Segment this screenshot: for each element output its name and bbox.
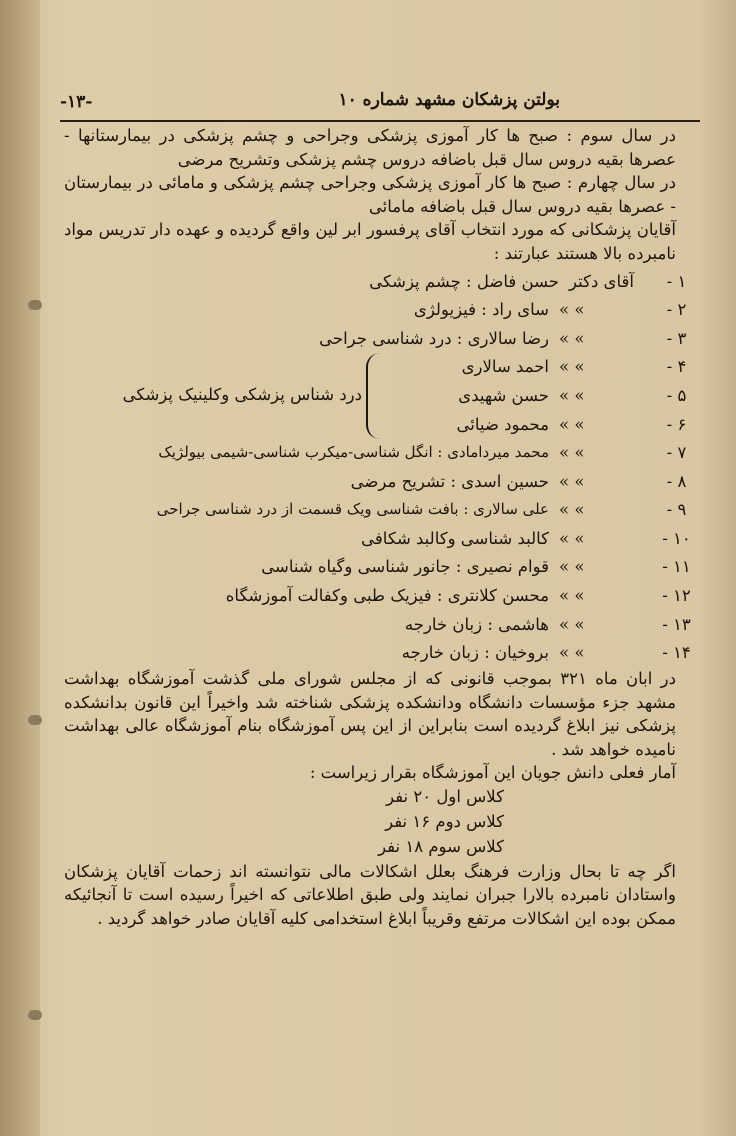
grouped-faculty	[64, 353, 704, 439]
student-stats	[64, 785, 704, 860]
page-number: -۱۳-	[60, 92, 93, 112]
list-item: ۱۴ - » » بروخیان : زبان خارجه	[401, 643, 691, 663]
list-item: ۴ - » » احمد سالاری	[461, 357, 687, 377]
list-item: ۱۲ - » » محسن کلانتری : فیزیک طبی وکفالت آموزشگاه	[225, 586, 691, 606]
binding-hole	[28, 300, 42, 310]
paragraph-faculty-intro: آقایان پزشکانی که مورد انتخاب آقای پرفسور ابر لین واقع گردیده و عهده دار تدریس مواد نامبرده بالا هستند عبارتند :	[64, 220, 676, 263]
paragraph-third-year: در سال سوم : صبح ها کار آموزی پزشکی وجراحی و چشم پزشکی در بیمارستانها - عصرها بقیه دروس سال قبل باضافه دروس چشم پزشکی وتشریح مرضی	[64, 126, 676, 169]
faculty-list	[64, 267, 704, 667]
list-item: ۵ - » » حسن شهیدی	[458, 385, 687, 405]
paragraph-fourth-year: در سال چهارم : صبح ها کار آموزی پزشکی وجراحی چشم پزشکی و مامائی در بیمارستان - عصرها بقیه دروس سال قبل باضافه مامائی	[64, 173, 676, 216]
bulletin-title: بولتن پزشکان مشهد شماره ۱۰	[338, 90, 560, 110]
list-item: ۳ - » » رضا سالاری : درد شناسی جراحی	[319, 328, 687, 348]
binding-hole	[28, 1010, 42, 1020]
list-item: ۹ - » » علی سالاری : بافت شناسی ویک قسمت از درد شناسی جراحی	[156, 500, 687, 520]
list-item: ۷ - » » محمد میردامادی : انگل شناسی-میکرب شناسی-شیمی بیولژیک	[158, 443, 687, 463]
list-item: ۱ - آقای دکتر حسن فاضل : چشم پزشکی	[369, 271, 687, 291]
list-item: ۲ - » » سای راد : فیزیولژی	[413, 300, 687, 320]
list-item: ۱۳ - » » هاشمی : زبان خارجه	[404, 614, 691, 634]
grouping-brace	[366, 353, 382, 439]
paragraph-stats-intro: آمار فعلی دانش جویان این آموزشگاه بقرار زیراست :	[309, 763, 676, 783]
list-item: کلاس سوم ۱۸ نفر	[378, 836, 504, 856]
list-item: کلاس اول ۲۰ نفر	[386, 786, 504, 806]
list-item: ۸ - » » حسین اسدی : تشریح مرضی	[350, 471, 687, 491]
list-item: ۶ - » » محمود ضیائی	[456, 414, 687, 434]
paragraph-law: در ابان ماه ۳۲۱ بموجب قانونی که از مجلس شورای ملی گذشت آموزشگاه بهداشت مشهد جزء مؤسسات دانشگاه ودانشکده پزشکی شناخته شد واخیراً این قانون بدانشکده پزشکی نیز ابلاغ گردیده است بنابراین از این پس آموزشگاه بنام آموزشگاه عالی بهداشت نامیده خواهد شد .	[64, 669, 676, 759]
page-header	[60, 86, 700, 122]
list-item: ۱۰ - » » کالبد شناسی وکالبد شکافی	[361, 528, 691, 548]
group-label: درد شناس پزشکی وکلینیک پزشکی	[122, 384, 362, 404]
page-body	[64, 124, 704, 930]
list-item: ۱۱ - » » قوام نصیری : جانور شناسی وگیاه شناسی	[261, 557, 691, 577]
binding-hole	[28, 715, 42, 725]
paragraph-closing: اگر چه تا بحال وزارت فرهنگ بعلل اشکالات مالی نتوانسته اند زحمات آقایان پزشکان واستادان نامبرده بالارا جبران نمایند ولی طبق اطلاعاتی که اخیراً رسیده است تا آنجائیکه ممکن بوده این اشکالات مرتفع وقریباً ابلاغ استخدامی کلیه آقایان صادر خواهد گردید .	[64, 861, 676, 928]
list-item: کلاس دوم ۱۶ نفر	[385, 811, 504, 831]
book-spine	[0, 0, 40, 1136]
